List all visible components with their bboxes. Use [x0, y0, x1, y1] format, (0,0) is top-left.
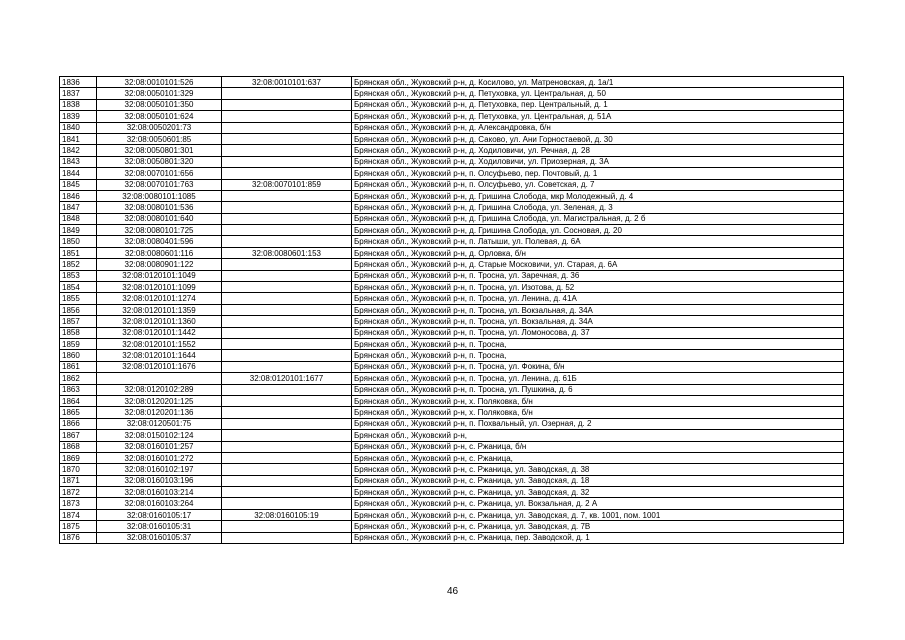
- address-cell: Брянская обл., Жуковский р-н, с. Ржаница, ул. Заводская, д. 7В: [352, 521, 844, 532]
- related-cadastral-number-cell: [222, 213, 352, 224]
- row-number-cell: 1860: [60, 350, 97, 361]
- table-row: [60, 77, 844, 88]
- address-cell: Брянская обл., Жуковский р-н, п. Тросна, ул. Ленина, д. 61Б: [352, 373, 844, 384]
- table-row: [60, 179, 844, 190]
- row-number-cell: 1851: [60, 247, 97, 258]
- table-row: [60, 202, 844, 213]
- row-number-cell: 1852: [60, 259, 97, 270]
- row-number-cell: 1841: [60, 133, 97, 144]
- table-row: [60, 190, 844, 201]
- address-cell: Брянская обл., Жуковский р-н, д. Петуховка, ул. Центральная, д. 50: [352, 88, 844, 99]
- related-cadastral-number-cell: [222, 316, 352, 327]
- cadastral-number-cell: 32:08:0080101:640: [97, 213, 222, 224]
- row-number-cell: 1846: [60, 190, 97, 201]
- address-cell: Брянская обл., Жуковский р-н, д. Гришина Слобода, мкр Молодежный, д. 4: [352, 190, 844, 201]
- cadastral-number-cell: 32:08:0120101:1049: [97, 270, 222, 281]
- address-cell: Брянская обл., Жуковский р-н, п. Тросна, ул. Вокзальная, д. 34А: [352, 304, 844, 315]
- cadastral-number-cell: 32:08:0080101:1085: [97, 190, 222, 201]
- address-cell: Брянская обл., Жуковский р-н, п. Олсуфьево, пер. Почтовый, д. 1: [352, 168, 844, 179]
- row-number-cell: 1847: [60, 202, 97, 213]
- cadastral-number-cell: 32:08:0050801:301: [97, 145, 222, 156]
- table-row: [60, 338, 844, 349]
- table-row: [60, 111, 844, 122]
- row-number-cell: 1845: [60, 179, 97, 190]
- cadastral-number-cell: 32:08:0070101:763: [97, 179, 222, 190]
- address-cell: Брянская обл., Жуковский р-н, с. Ржаница, ул. Заводская, д. 32: [352, 487, 844, 498]
- address-cell: Брянская обл., Жуковский р-н, п. Латыши, ул. Полевая, д. 6А: [352, 236, 844, 247]
- table-row: [60, 316, 844, 327]
- address-cell: Брянская обл., Жуковский р-н, п. Тросна, ул. Изотова, д. 52: [352, 282, 844, 293]
- cadastral-number-cell: 32:08:0050801:320: [97, 156, 222, 167]
- row-number-cell: 1865: [60, 407, 97, 418]
- cadastral-number-cell: 32:08:0080101:725: [97, 225, 222, 236]
- table-row: [60, 521, 844, 532]
- row-number-cell: 1840: [60, 122, 97, 133]
- cadastral-number-cell: 32:08:0160101:272: [97, 452, 222, 463]
- address-cell: Брянская обл., Жуковский р-н, п. Тросна, ул. Ломоносова, д. 37: [352, 327, 844, 338]
- address-cell: Брянская обл., Жуковский р-н, п. Тросна,: [352, 338, 844, 349]
- address-cell: Брянская обл., Жуковский р-н, с. Ржаница, ул. Вокзальная, д. 2 А: [352, 498, 844, 509]
- address-cell: Брянская обл., Жуковский р-н, д. Саково, ул. Ани Горностаевой, д. 30: [352, 133, 844, 144]
- row-number-cell: 1836: [60, 77, 97, 88]
- table-row: [60, 532, 844, 543]
- address-cell: Брянская обл., Жуковский р-н, с. Ржаница, пер. Заводской, д. 1: [352, 532, 844, 543]
- address-cell: Брянская обл., Жуковский р-н, д. Гришина Слобода, ул. Сосновая, д. 20: [352, 225, 844, 236]
- table-row: [60, 133, 844, 144]
- table-row: [60, 361, 844, 372]
- related-cadastral-number-cell: [222, 361, 352, 372]
- related-cadastral-number-cell: [222, 452, 352, 463]
- related-cadastral-number-cell: [222, 145, 352, 156]
- related-cadastral-number-cell: [222, 236, 352, 247]
- address-cell: Брянская обл., Жуковский р-н, с. Ржаница, ул. Заводская, д. 18: [352, 475, 844, 486]
- cadastral-number-cell: 32:08:0160103:196: [97, 475, 222, 486]
- table-row: [60, 270, 844, 281]
- cadastral-number-cell: 32:08:0160103:214: [97, 487, 222, 498]
- related-cadastral-number-cell: [222, 133, 352, 144]
- table-row: [60, 88, 844, 99]
- cadastral-number-cell: 32:08:0150102:124: [97, 430, 222, 441]
- related-cadastral-number-cell: [222, 384, 352, 395]
- row-number-cell: 1862: [60, 373, 97, 384]
- address-cell: Брянская обл., Жуковский р-н, д. Ходиловичи, ул. Речная, д. 28: [352, 145, 844, 156]
- related-cadastral-number-cell: [222, 338, 352, 349]
- related-cadastral-number-cell: [222, 521, 352, 532]
- address-cell: Брянская обл., Жуковский р-н, д. Петуховка, ул. Центральная, д. 51А: [352, 111, 844, 122]
- related-cadastral-number-cell: [222, 350, 352, 361]
- table-row: [60, 304, 844, 315]
- cadastral-number-cell: 32:08:0120101:1099: [97, 282, 222, 293]
- cadastral-number-cell: 32:08:0160105:31: [97, 521, 222, 532]
- address-cell: Брянская обл., Жуковский р-н, д. Гришина Слобода, ул. Магистральная, д. 2 б: [352, 213, 844, 224]
- table-row: [60, 407, 844, 418]
- register-table-body: [60, 77, 844, 544]
- table-row: [60, 509, 844, 520]
- cadastral-number-cell: 32:08:0160103:264: [97, 498, 222, 509]
- related-cadastral-number-cell: [222, 259, 352, 270]
- table-row: [60, 498, 844, 509]
- table-row: [60, 441, 844, 452]
- related-cadastral-number-cell: [222, 168, 352, 179]
- related-cadastral-number-cell: [222, 418, 352, 429]
- table-row: [60, 327, 844, 338]
- address-cell: Брянская обл., Жуковский р-н, д. Старые Московичи, ул. Старая, д. 6А: [352, 259, 844, 270]
- cadastral-number-cell: 32:08:0050101:624: [97, 111, 222, 122]
- table-row: [60, 350, 844, 361]
- row-number-cell: 1875: [60, 521, 97, 532]
- address-cell: Брянская обл., Жуковский р-н, п. Тросна, ул. Заречная, д. 36: [352, 270, 844, 281]
- related-cadastral-number-cell: [222, 270, 352, 281]
- row-number-cell: 1866: [60, 418, 97, 429]
- table-row: [60, 282, 844, 293]
- related-cadastral-number-cell: [222, 282, 352, 293]
- related-cadastral-number-cell: [222, 156, 352, 167]
- related-cadastral-number-cell: 32:08:0120101:1677: [222, 373, 352, 384]
- cadastral-number-cell: 32:08:0120101:1442: [97, 327, 222, 338]
- register-table: [59, 76, 844, 544]
- table-row: [60, 145, 844, 156]
- table-row: [60, 452, 844, 463]
- row-number-cell: 1854: [60, 282, 97, 293]
- table-row: [60, 168, 844, 179]
- cadastral-number-cell: 32:08:0050101:350: [97, 99, 222, 110]
- address-cell: Брянская обл., Жуковский р-н,: [352, 430, 844, 441]
- related-cadastral-number-cell: [222, 99, 352, 110]
- cadastral-number-cell: 32:08:0080401:596: [97, 236, 222, 247]
- row-number-cell: 1869: [60, 452, 97, 463]
- row-number-cell: 1867: [60, 430, 97, 441]
- row-number-cell: 1839: [60, 111, 97, 122]
- related-cadastral-number-cell: [222, 122, 352, 133]
- cadastral-number-cell: 32:08:0160105:17: [97, 509, 222, 520]
- row-number-cell: 1838: [60, 99, 97, 110]
- cadastral-number-cell: 32:08:0120101:1676: [97, 361, 222, 372]
- address-cell: Брянская обл., Жуковский р-н, п. Тросна, ул. Пушкина, д. 6: [352, 384, 844, 395]
- cadastral-number-cell: 32:08:0120102:289: [97, 384, 222, 395]
- page-number: 46: [446, 586, 459, 597]
- row-number-cell: 1876: [60, 532, 97, 543]
- cadastral-number-cell: 32:08:0080601:116: [97, 247, 222, 258]
- row-number-cell: 1872: [60, 487, 97, 498]
- cadastral-number-cell: 32:08:0050601:85: [97, 133, 222, 144]
- address-cell: Брянская обл., Жуковский р-н, п. Похвальный, ул. Озерная, д. 2: [352, 418, 844, 429]
- table-row: [60, 430, 844, 441]
- row-number-cell: 1853: [60, 270, 97, 281]
- row-number-cell: 1870: [60, 464, 97, 475]
- row-number-cell: 1849: [60, 225, 97, 236]
- row-number-cell: 1848: [60, 213, 97, 224]
- cadastral-number-cell: 32:08:0050101:329: [97, 88, 222, 99]
- cadastral-number-cell: 32:08:0080901:122: [97, 259, 222, 270]
- row-number-cell: 1856: [60, 304, 97, 315]
- cadastral-number-cell: 32:08:0120101:1359: [97, 304, 222, 315]
- related-cadastral-number-cell: [222, 430, 352, 441]
- table-row: [60, 487, 844, 498]
- related-cadastral-number-cell: 32:08:0080601:153: [222, 247, 352, 258]
- related-cadastral-number-cell: [222, 202, 352, 213]
- row-number-cell: 1857: [60, 316, 97, 327]
- row-number-cell: 1864: [60, 395, 97, 406]
- table-row: [60, 99, 844, 110]
- cadastral-number-cell: 32:08:0120101:1274: [97, 293, 222, 304]
- row-number-cell: 1874: [60, 509, 97, 520]
- row-number-cell: 1863: [60, 384, 97, 395]
- related-cadastral-number-cell: [222, 225, 352, 236]
- address-cell: Брянская обл., Жуковский р-н, с. Ржаница,: [352, 452, 844, 463]
- row-number-cell: 1837: [60, 88, 97, 99]
- related-cadastral-number-cell: [222, 327, 352, 338]
- address-cell: Брянская обл., Жуковский р-н, х. Поляковка, б/н: [352, 395, 844, 406]
- cadastral-number-cell: 32:08:0160102:197: [97, 464, 222, 475]
- cadastral-number-cell: 32:08:0120201:136: [97, 407, 222, 418]
- cadastral-number-cell: 32:08:0050201:73: [97, 122, 222, 133]
- table-row: [60, 236, 844, 247]
- row-number-cell: 1850: [60, 236, 97, 247]
- cadastral-number-cell: 32:08:0160105:37: [97, 532, 222, 543]
- table-row: [60, 464, 844, 475]
- related-cadastral-number-cell: [222, 293, 352, 304]
- related-cadastral-number-cell: [222, 532, 352, 543]
- table-row: [60, 418, 844, 429]
- cadastral-number-cell: 32:08:0160101:257: [97, 441, 222, 452]
- address-cell: Брянская обл., Жуковский р-н, д. Орловка, б/н: [352, 247, 844, 258]
- cadastral-number-cell: 32:08:0120201:125: [97, 395, 222, 406]
- row-number-cell: 1858: [60, 327, 97, 338]
- cadastral-number-cell: 32:08:0120101:1644: [97, 350, 222, 361]
- related-cadastral-number-cell: [222, 407, 352, 418]
- row-number-cell: 1868: [60, 441, 97, 452]
- related-cadastral-number-cell: [222, 498, 352, 509]
- row-number-cell: 1861: [60, 361, 97, 372]
- table-row: [60, 384, 844, 395]
- related-cadastral-number-cell: [222, 111, 352, 122]
- table-row: [60, 122, 844, 133]
- table-row: [60, 213, 844, 224]
- related-cadastral-number-cell: [222, 395, 352, 406]
- address-cell: Брянская обл., Жуковский р-н, с. Ржаница, б/н: [352, 441, 844, 452]
- address-cell: Брянская обл., Жуковский р-н, д. Петуховка, пер. Центральный, д. 1: [352, 99, 844, 110]
- cadastral-number-cell: [97, 373, 222, 384]
- cadastral-number-cell: 32:08:0070101:656: [97, 168, 222, 179]
- address-cell: Брянская обл., Жуковский р-н, д. Ходиловичи, ул. Приозерная, д. 3А: [352, 156, 844, 167]
- cadastral-number-cell: 32:08:0120101:1552: [97, 338, 222, 349]
- row-number-cell: 1859: [60, 338, 97, 349]
- address-cell: Брянская обл., Жуковский р-н, с. Ржаница, ул. Заводская, д. 38: [352, 464, 844, 475]
- row-number-cell: 1873: [60, 498, 97, 509]
- related-cadastral-number-cell: [222, 190, 352, 201]
- table-row: [60, 373, 844, 384]
- related-cadastral-number-cell: [222, 487, 352, 498]
- table-row: [60, 475, 844, 486]
- related-cadastral-number-cell: [222, 304, 352, 315]
- address-cell: Брянская обл., Жуковский р-н, д. Гришина Слобода, ул. Зеленая, д. 3: [352, 202, 844, 213]
- row-number-cell: 1843: [60, 156, 97, 167]
- row-number-cell: 1871: [60, 475, 97, 486]
- address-cell: Брянская обл., Жуковский р-н, с. Ржаница, ул. Заводская, д. 7, кв. 1001, пом. 1001: [352, 509, 844, 520]
- cadastral-number-cell: 32:08:0120101:1360: [97, 316, 222, 327]
- address-cell: Брянская обл., Жуковский р-н, п. Тросна,: [352, 350, 844, 361]
- related-cadastral-number-cell: [222, 441, 352, 452]
- related-cadastral-number-cell: 32:08:0070101:859: [222, 179, 352, 190]
- address-cell: Брянская обл., Жуковский р-н, х. Поляковка, б/н: [352, 407, 844, 418]
- related-cadastral-number-cell: 32:08:0160105:19: [222, 509, 352, 520]
- address-cell: Брянская обл., Жуковский р-н, д. Александровка, б/н: [352, 122, 844, 133]
- cadastral-number-cell: 32:08:0080101:536: [97, 202, 222, 213]
- address-cell: Брянская обл., Жуковский р-н, п. Тросна, ул. Вокзальная, д. 34А: [352, 316, 844, 327]
- row-number-cell: 1855: [60, 293, 97, 304]
- related-cadastral-number-cell: [222, 88, 352, 99]
- table-row: [60, 225, 844, 236]
- table-row: [60, 293, 844, 304]
- address-cell: Брянская обл., Жуковский р-н, д. Косилово, ул. Матреновская, д. 1а/1: [352, 77, 844, 88]
- related-cadastral-number-cell: [222, 475, 352, 486]
- address-cell: Брянская обл., Жуковский р-н, п. Олсуфьево, ул. Советская, д. 7: [352, 179, 844, 190]
- related-cadastral-number-cell: [222, 464, 352, 475]
- address-cell: Брянская обл., Жуковский р-н, п. Тросна, ул. Ленина, д. 41А: [352, 293, 844, 304]
- cadastral-number-cell: 32:08:0120501:75: [97, 418, 222, 429]
- table-row: [60, 156, 844, 167]
- table-row: [60, 247, 844, 258]
- table-row: [60, 259, 844, 270]
- related-cadastral-number-cell: 32:08:0010101:637: [222, 77, 352, 88]
- row-number-cell: 1844: [60, 168, 97, 179]
- table-row: [60, 395, 844, 406]
- address-cell: Брянская обл., Жуковский р-н, п. Тросна, ул. Фокина, б/н: [352, 361, 844, 372]
- row-number-cell: 1842: [60, 145, 97, 156]
- cadastral-number-cell: 32:08:0010101:526: [97, 77, 222, 88]
